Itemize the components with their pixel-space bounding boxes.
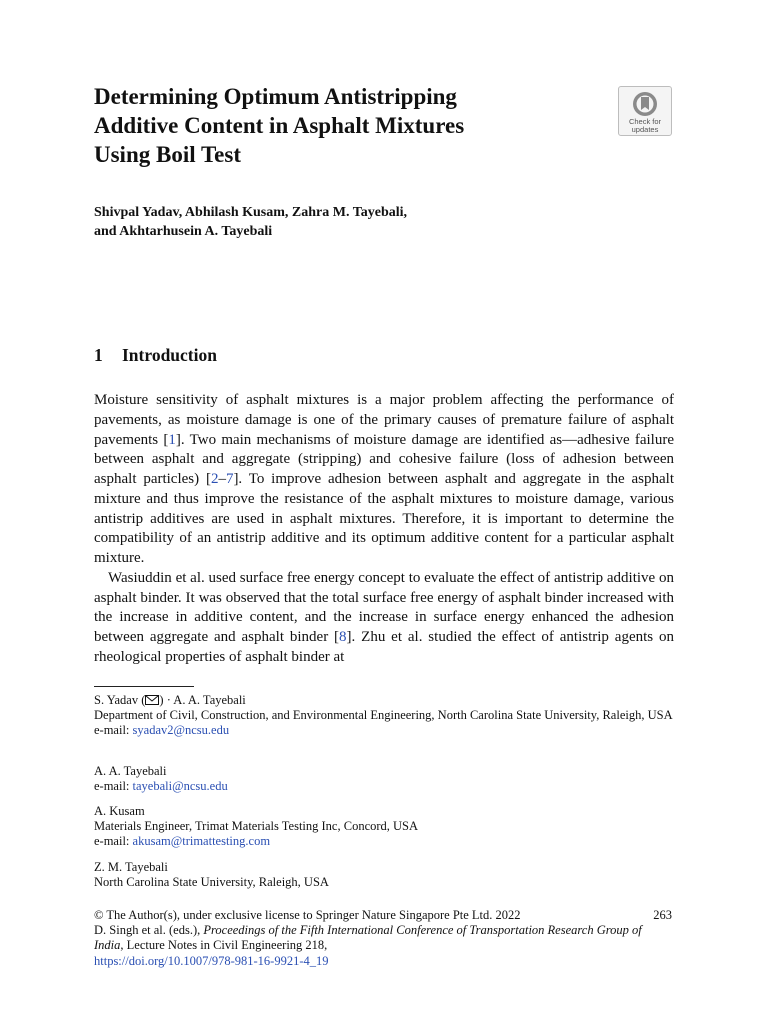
affiliation-2: A. A. Tayebali e-mail: tayebali@ncsu.edu bbox=[94, 764, 228, 794]
paper-page bbox=[94, 0, 674, 1024]
title-line-1: Determining Optimum Antistripping bbox=[94, 84, 457, 109]
email-link[interactable]: tayebali@ncsu.edu bbox=[132, 779, 228, 794]
bookmark-icon bbox=[631, 90, 659, 118]
badge-label: Check for updates bbox=[628, 117, 662, 134]
citation-link[interactable]: 7 bbox=[225, 471, 234, 487]
citation-link[interactable]: 8 bbox=[339, 629, 347, 645]
envelope-icon bbox=[145, 695, 159, 705]
affiliation-4: Z. M. Tayebali North Carolina State University, Raleigh, USA bbox=[94, 860, 329, 890]
check-for-updates-badge[interactable] bbox=[618, 86, 672, 136]
footnote-divider bbox=[94, 686, 194, 687]
proceedings-title: Proceedings of the Fifth International Conference of Transportation Research Group of India bbox=[94, 923, 642, 953]
page-number: 263 bbox=[653, 908, 672, 922]
affiliation-3: A. Kusam Materials Engineer, Trimat Materials Testing Inc, Concord, USA e-mail: akusam@trimattesting.com bbox=[94, 804, 419, 849]
paragraph-1: Moisture sensitivity of asphalt mixtures is a major problem affecting the performance of pavements, as moisture damage is one of the primary causes of premature failure of asphalt pavements [1]. Two main mechanisms of moisture damage are identified as—adhesive failure between asphalt and aggregate (stripping) and cohesive failure (loss of adhesion between asphalt particles) [2–7]. To improve adhesion between asphalt and aggregate in the asphalt mixture and thus improve the resistance of the asphalt mixtures to moisture damage, various antistrip additives are used in asphalt mixtures. Therefore, it is important to determine the compatibility of an antistrip additive and its optimum additive content for a particular asphalt mixture. bbox=[94, 392, 674, 566]
email-link[interactable]: akusam@trimattesting.com bbox=[132, 834, 271, 849]
paragraph-2: Wasiuddin et al. used surface free energy concept to evaluate the effect of antistrip additive on asphalt binder. It was observed that the total surface free energy of asphalt binder increased with the increase in additive content, and the increase in surface energy enhanced the adhesion between aggregate and asphalt binder [8]. Zhu et al. studied the effect of antistrip agents on rheological properties of asphalt binder at bbox=[94, 569, 674, 665]
title-line-3: Using Boil Test bbox=[94, 142, 241, 167]
paper-title bbox=[94, 82, 574, 169]
section-heading bbox=[94, 345, 217, 366]
doi-link[interactable]: https://doi.org/10.1007/978-981-16-9921-4_19 bbox=[94, 953, 329, 968]
section-title: Introduction bbox=[122, 345, 217, 365]
section-number: 1 bbox=[94, 345, 103, 365]
citation-link[interactable]: 1 bbox=[168, 431, 176, 448]
copyright-notice: © The Author(s), under exclusive license to Springer Nature Singapore Pte Ltd. 2022 263 D. Singh et al. (eds.), Proceedings of the Fifth International Conference of Transportation Research Group of India, Lecture Notes in Civil Engineering 218, https://doi.org/10.1007/978-981-16-9921-4_19 bbox=[94, 908, 672, 968]
citation-link[interactable]: 2 bbox=[210, 471, 219, 487]
affiliation-1: S. Yadav ( ) · A. A. Tayebali Department of Civil, Construction, and Environmental Engineering, North Carolina State University, Raleigh, USA e-mail: syadav2@ncsu.edu bbox=[94, 693, 673, 738]
body-text bbox=[94, 391, 674, 668]
email-link[interactable]: syadav2@ncsu.edu bbox=[132, 723, 230, 738]
title-line-2: Additive Content in Asphalt Mixtures bbox=[94, 113, 465, 138]
author-list: Shivpal Yadav, Abhilash Kusam, Zahra M. Tayebali, and Akhtarhusein A. Tayebali bbox=[94, 205, 408, 239]
